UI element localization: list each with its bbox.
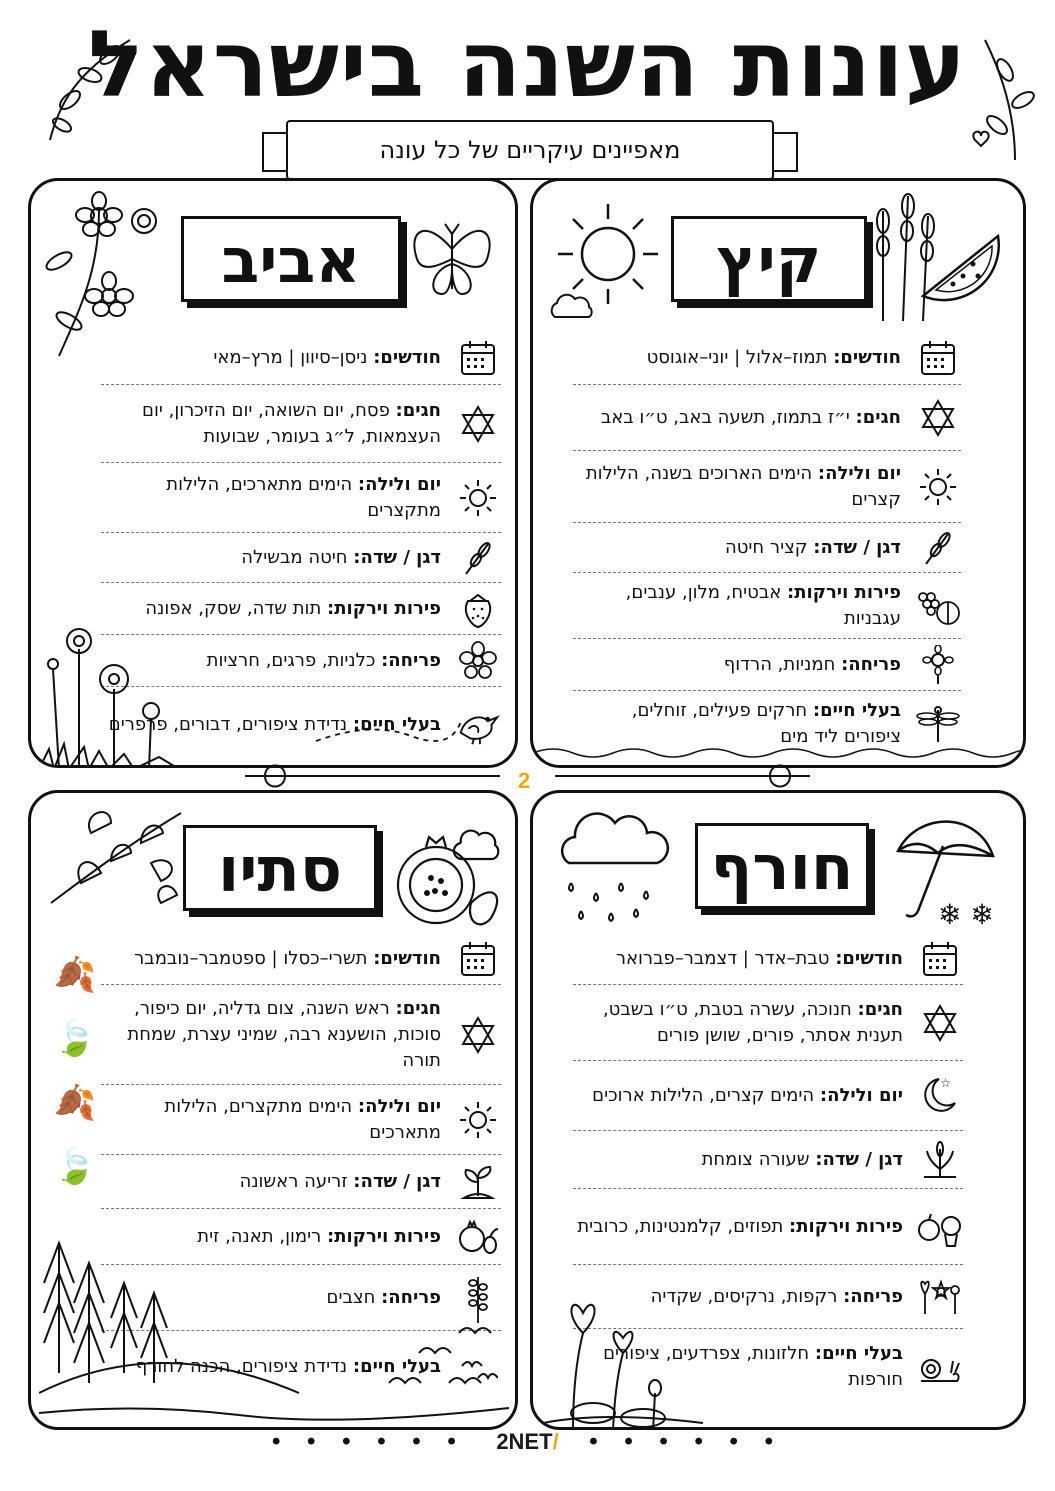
wheat-icon <box>455 535 501 581</box>
winter-title: חורף <box>695 823 869 909</box>
bee-path-icon <box>311 711 471 751</box>
row-label: חודשים: <box>835 947 903 969</box>
butterfly-icon <box>407 219 497 309</box>
autumn-row-daynight <box>101 1085 501 1155</box>
row-label: חודשים: <box>373 947 441 969</box>
row-value: תות שדה, שסק, אפונה <box>145 597 322 619</box>
row-value: כלניות, פרגים, חרציות <box>206 649 376 671</box>
row-label: חגים: <box>395 997 441 1019</box>
row-value: תפוזים, קלמנטינות, כרובית <box>577 1215 784 1237</box>
page-title: עונות השנה בישראל <box>88 11 967 118</box>
sprout-wheat-icon <box>917 1137 963 1183</box>
row-label: דגן / שדה: <box>813 536 901 558</box>
row-label: פירות וירקות: <box>787 581 901 603</box>
row-value: חמניות, הרדוף <box>723 653 836 675</box>
row-label: יום ולילה: <box>817 462 901 484</box>
center-logo-mark: 2 <box>518 768 531 793</box>
autumn-row-holidays <box>101 985 501 1085</box>
row-value: אבטיח, מלון, ענבים, עגבניות <box>625 581 901 629</box>
spring-row-months <box>101 331 501 385</box>
row-value: טבת–אדר | דצמבר–פברואר <box>615 947 830 969</box>
snowflake-icon: ❄ ❄ <box>938 898 994 931</box>
row-label: פירות וירקות: <box>789 1215 903 1237</box>
row-value: נדידת ציפורים, הכנה לחורף <box>135 1356 348 1377</box>
vine-left-icon <box>40 30 150 150</box>
summer-row-holidays <box>573 385 961 451</box>
row-value: חלזונות, צפרדעים, ציפורים חורפות <box>603 1343 903 1390</box>
row-value: תמוז–אלול | יוני–אוגוסט <box>646 346 828 368</box>
row-value: תשרי–כסלו | ספטמבר–נובמבר <box>134 947 368 969</box>
strawberry-icon <box>455 586 501 632</box>
pomegranate-icon <box>391 823 511 933</box>
row-label: פריחה: <box>841 653 901 675</box>
svg-text:☆: ☆ <box>940 1075 951 1090</box>
forest-landscape-icon <box>39 1223 509 1428</box>
footer <box>0 1428 1055 1456</box>
summer-title: קיץ <box>671 216 867 302</box>
row-label: פירות וירקות: <box>327 597 441 619</box>
row-value: זריעה ראשונה <box>239 1170 348 1192</box>
subtitle-banner: מאפיינים עיקריים של כל עונה <box>286 120 774 180</box>
row-value: נדידת ציפורים, דבורים, פרפרים <box>108 714 348 735</box>
spring-row-daynight <box>101 463 501 533</box>
falling-leaves-icon: 🍂 🍃 🍂 🍃 <box>53 955 97 1187</box>
row-label: יום ולילה: <box>819 1084 903 1106</box>
row-label: פריחה: <box>381 649 441 671</box>
summer-row-bloom <box>573 639 961 691</box>
autumn-row-months <box>101 933 501 985</box>
row-value: הימים קצרים, הלילות ארוכים <box>592 1084 815 1106</box>
row-label: דגן / שדה: <box>353 1170 441 1192</box>
spring-row-holidays <box>101 385 501 463</box>
cloud-icon <box>547 291 597 321</box>
calendar-icon <box>455 936 501 982</box>
autumn-row-field <box>101 1155 501 1209</box>
row-value: חיטה מבשילה <box>241 546 348 568</box>
summer-row-fruit <box>573 573 961 639</box>
footer-dots-right: • • • • • • <box>589 1428 784 1455</box>
brand-logo-mark: / <box>552 1429 559 1454</box>
star-of-david-icon <box>917 1000 963 1046</box>
row-label: בעלי חיים: <box>812 700 901 721</box>
row-value: פסח, יום השואה, יום הזיכרון, יום העצמאות, ל״ג בעומר, שבועות <box>142 399 441 447</box>
sun-icon <box>455 475 501 521</box>
row-label: חגים: <box>857 998 903 1020</box>
seedling-icon <box>455 1159 501 1205</box>
row-label: פריחה: <box>843 1285 903 1307</box>
vine-right-icon <box>935 30 1045 170</box>
row-value: הימים מתארכים, הלילות מתקצרים <box>166 473 441 521</box>
spring-row-field <box>101 533 501 583</box>
row-value: קציר חיטה <box>724 536 808 558</box>
winter-row-holidays <box>573 985 963 1061</box>
calendar-icon <box>917 936 963 982</box>
row-value: חרקים פעילים, זוחלים, ציפורים ליד מים <box>631 700 901 747</box>
calendar-icon <box>915 335 961 381</box>
rain-cloud-icon <box>551 803 681 933</box>
row-label: חגים: <box>395 399 441 421</box>
flower-icon <box>455 638 501 684</box>
row-label: יום ולילה: <box>357 473 441 495</box>
footer-dots-left: • • • • • • <box>271 1428 466 1455</box>
summer-panel <box>530 178 1026 768</box>
wildflowers-icon <box>39 619 209 768</box>
row-label: דגן / שדה: <box>815 1148 903 1170</box>
row-value: הימים הארוכים בשנה, הלילות קצרים <box>585 462 901 510</box>
star-of-david-icon <box>455 401 501 447</box>
orange-cabbage-icon <box>917 1204 963 1250</box>
row-value: רקפות, נרקיסים, שקדיה <box>650 1285 838 1307</box>
winter-row-months <box>573 933 963 985</box>
summer-row-daynight <box>573 451 961 523</box>
autumn-title: סתיו <box>183 825 377 911</box>
calendar-icon <box>455 335 501 381</box>
row-label: חודשים: <box>373 346 441 368</box>
watermelon-icon <box>918 226 1008 316</box>
sun-icon <box>915 464 961 510</box>
summer-row-months <box>573 331 961 385</box>
snail-frog-bird-icon <box>917 1344 963 1390</box>
wheat-icon <box>915 525 961 571</box>
row-label: חגים: <box>855 406 901 428</box>
row-value: י״ז בתמוז, תשעה באב, ט״ו באב <box>600 406 850 428</box>
row-value: ראש השנה, צום גדליה, יום כיפור, סוכות, הושענא רבה, שמיני עצרת, שמחת תורה <box>127 997 441 1071</box>
sunflower-icon <box>915 642 961 688</box>
row-value: שעורה צומחת <box>701 1148 810 1170</box>
sun-icon <box>455 1097 501 1143</box>
leaf-branch-icon <box>41 803 191 913</box>
cyclamen-flowers-icon <box>543 1293 703 1430</box>
summer-row-field <box>573 523 961 573</box>
star-of-david-icon <box>915 395 961 441</box>
winter-panel <box>530 790 1026 1430</box>
row-label: דגן / שדה: <box>353 546 441 568</box>
row-value: רימון, תאנה, זית <box>197 1225 322 1247</box>
row-label: יום ולילה: <box>357 1095 441 1117</box>
spring-panel <box>28 178 518 768</box>
moon-stars-icon <box>917 1073 963 1119</box>
star-of-david-icon <box>455 1012 501 1058</box>
row-label: בעלי חיים: <box>352 1356 441 1377</box>
winter-row-field <box>573 1131 963 1189</box>
spring-title: אביב <box>181 216 401 302</box>
brand-logo[interactable]: 2NET <box>496 1429 553 1454</box>
row-value: חצבים <box>326 1286 376 1308</box>
row-label: פירות וירקות: <box>327 1225 441 1247</box>
row-label: בעלי חיים: <box>352 714 441 735</box>
row-value: הימים מתקצרים, הלילות מתארכים <box>164 1095 441 1143</box>
row-label: פריחה: <box>381 1286 441 1308</box>
winter-row-fruit <box>573 1189 963 1265</box>
grapes-watermelon-icon <box>915 583 961 629</box>
winter-row-daynight <box>573 1061 963 1131</box>
autumn-panel <box>28 790 518 1430</box>
row-value: חנוכה, עשרה בטבת, ט״ו בשבט, תענית אסתר, פורים, שושן פורים <box>602 998 903 1046</box>
row-value: ניסן–סיוון | מרץ–מאי <box>213 346 368 368</box>
cyclamen-narcissus-icon <box>917 1274 963 1320</box>
row-label: חודשים: <box>833 346 901 368</box>
row-label: בעלי חיים: <box>814 1343 903 1364</box>
